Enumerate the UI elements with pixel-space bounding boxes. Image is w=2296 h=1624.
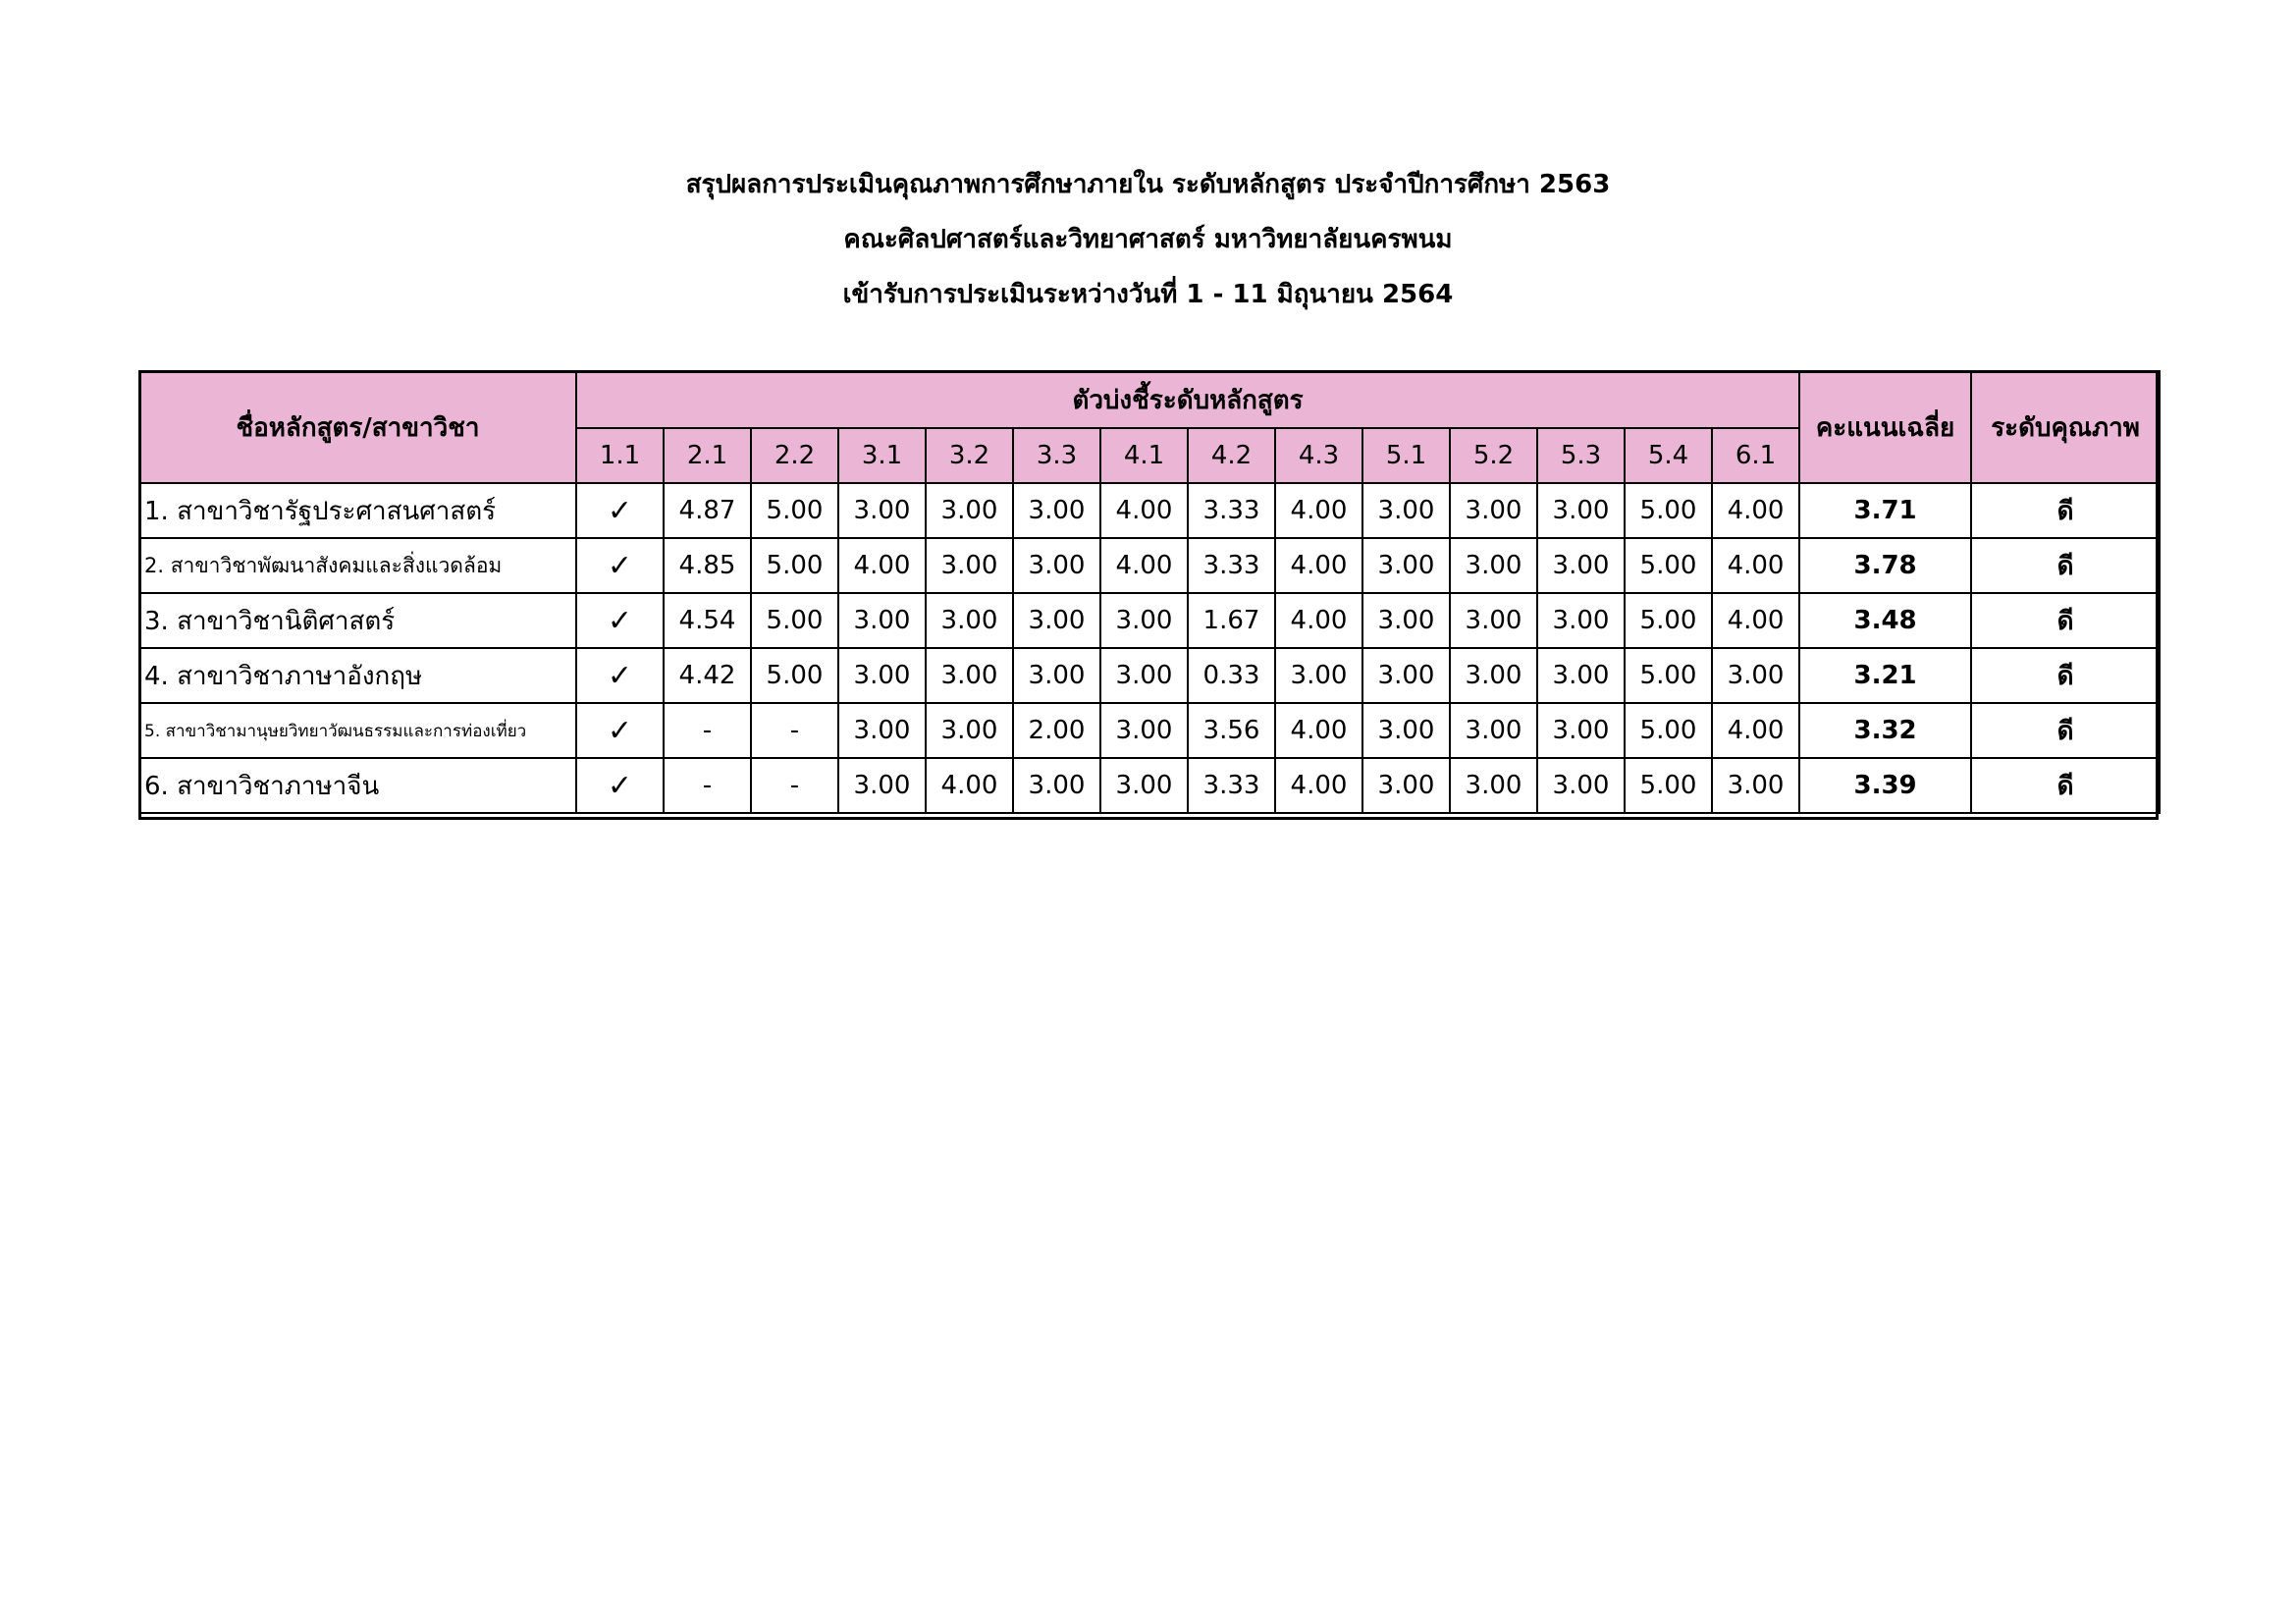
score-cell: 5.00 xyxy=(1625,538,1712,593)
header-program-name: ชื่อหลักสูตร/สาขาวิชา xyxy=(139,371,576,483)
score-cell: 4.00 xyxy=(1275,538,1362,593)
header-title-line-2: คณะศิลปศาสตร์และวิทยาศาสตร์ มหาวิทยาลัยนครพนม xyxy=(843,225,1453,254)
score-cell: 3.00 xyxy=(1013,648,1100,703)
score-cell: 4.00 xyxy=(1275,703,1362,758)
score-cell: 3.00 xyxy=(1100,593,1188,648)
score-cell: 3.00 xyxy=(838,593,926,648)
check-icon: ✓ xyxy=(576,538,664,593)
score-cell: 5.00 xyxy=(751,593,838,648)
indicator-header-4-3: 4.3 xyxy=(1275,428,1362,483)
score-cell: 3.00 xyxy=(1450,593,1537,648)
score-cell: 3.33 xyxy=(1188,758,1275,813)
program-name-cell: 6. สาขาวิชาภาษาจีน xyxy=(139,758,576,813)
score-cell: 3.00 xyxy=(1100,703,1188,758)
indicator-header-6-1: 6.1 xyxy=(1712,428,1799,483)
table-row xyxy=(139,483,2160,538)
score-cell: 5.00 xyxy=(1625,483,1712,538)
score-cell: - xyxy=(664,703,751,758)
score-cell: 3.00 xyxy=(1712,648,1799,703)
score-cell: 2.00 xyxy=(1013,703,1100,758)
check-icon: ✓ xyxy=(576,703,664,758)
header-quality-level: ระดับคุณภาพ xyxy=(1971,371,2160,483)
table-row xyxy=(139,593,2160,648)
score-cell: 3.00 xyxy=(838,758,926,813)
score-cell: 5.00 xyxy=(751,483,838,538)
score-cell: 4.54 xyxy=(664,593,751,648)
score-cell: 3.33 xyxy=(1188,483,1275,538)
indicator-header-5-3: 5.3 xyxy=(1537,428,1625,483)
score-cell: 3.00 xyxy=(1537,758,1625,813)
score-cell: 3.00 xyxy=(1450,648,1537,703)
score-cell: 4.00 xyxy=(1100,483,1188,538)
indicator-header-3-3: 3.3 xyxy=(1013,428,1100,483)
program-name-cell: 1. สาขาวิชารัฐประศาสนศาสตร์ xyxy=(139,483,576,538)
table-row xyxy=(139,703,2160,758)
score-cell: 4.00 xyxy=(1712,593,1799,648)
indicator-header-1-1: 1.1 xyxy=(576,428,664,483)
score-cell: 4.00 xyxy=(1712,483,1799,538)
score-cell: 3.00 xyxy=(926,593,1013,648)
score-cell: 3.00 xyxy=(1537,538,1625,593)
indicator-header-3-2: 3.2 xyxy=(926,428,1013,483)
score-cell: 3.00 xyxy=(926,648,1013,703)
score-cell: 3.00 xyxy=(1013,593,1100,648)
score-cell: 4.00 xyxy=(1712,703,1799,758)
quality-level-cell: ดี xyxy=(1971,483,2160,538)
score-cell: 4.00 xyxy=(926,758,1013,813)
indicator-header-5-4: 5.4 xyxy=(1625,428,1712,483)
score-cell: 4.85 xyxy=(664,538,751,593)
score-cell: 3.00 xyxy=(1362,538,1450,593)
indicator-header-2-1: 2.1 xyxy=(664,428,751,483)
score-cell: - xyxy=(751,703,838,758)
score-cell: 3.00 xyxy=(1712,758,1799,813)
score-cell: - xyxy=(751,758,838,813)
score-cell: 3.00 xyxy=(926,483,1013,538)
check-icon: ✓ xyxy=(576,648,664,703)
score-cell: 3.33 xyxy=(1188,538,1275,593)
score-cell: 3.00 xyxy=(1537,648,1625,703)
score-cell: - xyxy=(664,758,751,813)
score-cell: 5.00 xyxy=(1625,703,1712,758)
average-score-cell: 3.21 xyxy=(1799,648,1971,703)
indicator-header-5-1: 5.1 xyxy=(1362,428,1450,483)
score-cell: 3.00 xyxy=(1362,593,1450,648)
average-score-cell: 3.78 xyxy=(1799,538,1971,593)
score-cell: 3.00 xyxy=(838,648,926,703)
score-cell: 3.00 xyxy=(1362,483,1450,538)
score-cell: 3.56 xyxy=(1188,703,1275,758)
average-score-cell: 3.32 xyxy=(1799,703,1971,758)
score-cell: 3.00 xyxy=(1100,648,1188,703)
score-cell: 3.00 xyxy=(1275,648,1362,703)
quality-level-cell: ดี xyxy=(1971,758,2160,813)
quality-level-cell: ดี xyxy=(1971,703,2160,758)
score-cell: 3.00 xyxy=(1013,483,1100,538)
score-cell: 3.00 xyxy=(926,538,1013,593)
indicator-header-4-2: 4.2 xyxy=(1188,428,1275,483)
indicator-header-3-1: 3.1 xyxy=(838,428,926,483)
score-cell: 3.00 xyxy=(1013,538,1100,593)
score-cell: 4.87 xyxy=(664,483,751,538)
header-indicators: ตัวบ่งชี้ระดับหลักสูตร xyxy=(576,371,1799,428)
score-cell: 3.00 xyxy=(926,703,1013,758)
quality-level-cell: ดี xyxy=(1971,593,2160,648)
score-cell: 5.00 xyxy=(1625,593,1712,648)
score-cell: 3.00 xyxy=(1013,758,1100,813)
score-cell: 3.00 xyxy=(838,703,926,758)
quality-level-cell: ดี xyxy=(1971,648,2160,703)
score-cell: 1.67 xyxy=(1188,593,1275,648)
score-cell: 3.00 xyxy=(1450,758,1537,813)
score-cell: 3.00 xyxy=(1537,703,1625,758)
score-cell: 4.42 xyxy=(664,648,751,703)
score-cell: 3.00 xyxy=(1100,758,1188,813)
score-cell: 4.00 xyxy=(1275,593,1362,648)
score-cell: 3.00 xyxy=(838,483,926,538)
indicator-header-2-2: 2.2 xyxy=(751,428,838,483)
program-name-cell: 3. สาขาวิชานิติศาสตร์ xyxy=(139,593,576,648)
score-cell: 4.00 xyxy=(1275,483,1362,538)
table-row xyxy=(139,538,2160,593)
score-cell: 4.00 xyxy=(1100,538,1188,593)
score-cell: 5.00 xyxy=(1625,648,1712,703)
score-cell: 3.00 xyxy=(1537,593,1625,648)
score-cell: 4.00 xyxy=(1275,758,1362,813)
header-average-score: คะแนนเฉลี่ย xyxy=(1799,371,1971,483)
assessment-summary-table xyxy=(138,370,2161,814)
score-cell: 5.00 xyxy=(751,538,838,593)
header-title-line-3: เข้ารับการประเมินระหว่างวันที่ 1 - 11 มิถุนายน 2564 xyxy=(842,280,1454,309)
score-cell: 3.00 xyxy=(1362,648,1450,703)
score-cell: 3.00 xyxy=(1362,758,1450,813)
document-header xyxy=(0,157,2296,322)
program-name-cell: 4. สาขาวิชาภาษาอังกฤษ xyxy=(139,648,576,703)
score-cell: 0.33 xyxy=(1188,648,1275,703)
score-cell: 3.00 xyxy=(1537,483,1625,538)
check-icon: ✓ xyxy=(576,758,664,813)
score-cell: 3.00 xyxy=(1450,538,1537,593)
indicator-header-4-1: 4.1 xyxy=(1100,428,1188,483)
table-row xyxy=(139,648,2160,703)
program-name-cell: 5. สาขาวิชามานุษยวิทยาวัฒนธรรมและการท่องเที่ยว xyxy=(139,703,576,758)
score-cell: 3.00 xyxy=(1450,483,1537,538)
quality-level-cell: ดี xyxy=(1971,538,2160,593)
score-cell: 4.00 xyxy=(838,538,926,593)
average-score-cell: 3.39 xyxy=(1799,758,1971,813)
header-title-line-1: สรุปผลการประเมินคุณภาพการศึกษาภายใน ระดับหลักสูตร ประจำปีการศึกษา 2563 xyxy=(685,170,1611,199)
table-row xyxy=(139,758,2160,813)
score-cell: 3.00 xyxy=(1362,703,1450,758)
score-cell: 5.00 xyxy=(1625,758,1712,813)
score-cell: 5.00 xyxy=(751,648,838,703)
average-score-cell: 3.71 xyxy=(1799,483,1971,538)
average-score-cell: 3.48 xyxy=(1799,593,1971,648)
check-icon: ✓ xyxy=(576,483,664,538)
score-cell: 3.00 xyxy=(1450,703,1537,758)
program-name-cell: 2. สาขาวิชาพัฒนาสังคมและสิ่งแวดล้อม xyxy=(139,538,576,593)
indicator-header-5-2: 5.2 xyxy=(1450,428,1537,483)
check-icon: ✓ xyxy=(576,593,664,648)
score-cell: 4.00 xyxy=(1712,538,1799,593)
